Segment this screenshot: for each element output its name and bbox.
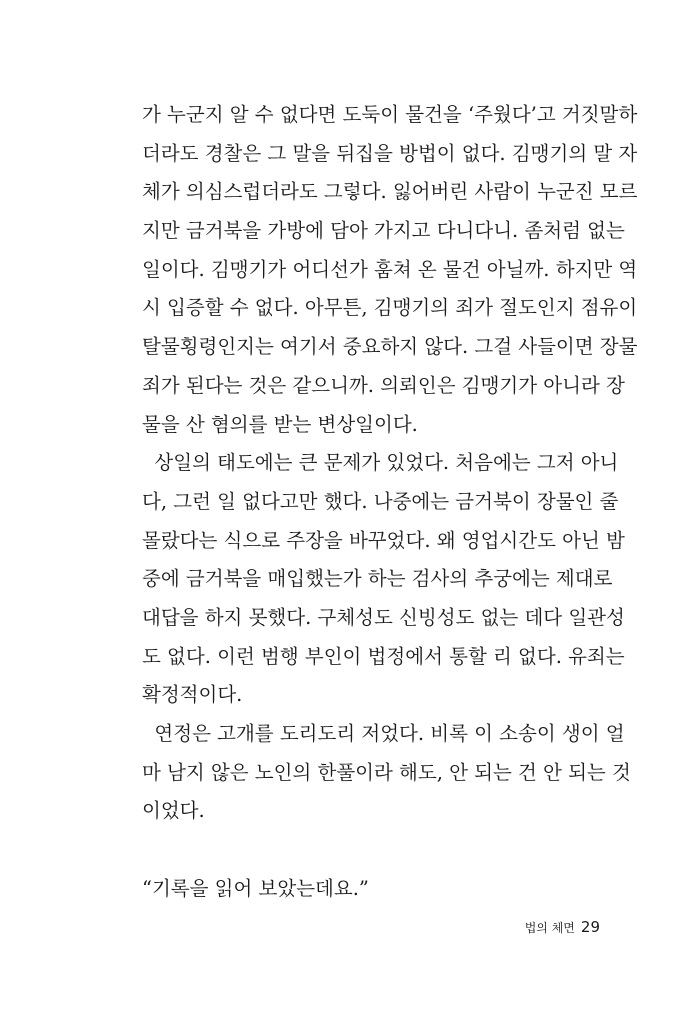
text-line: 죄가 된다는 것은 같으니까. 의뢰인은 김맹기가 아니라 장 xyxy=(142,373,625,397)
text-line: 체가 의심스럽더라도 그렇다. 잃어버린 사람이 누군진 모르 xyxy=(142,180,638,204)
text-line: 상일의 태도에는 큰 문제가 있었다. 처음에는 그저 아니 xyxy=(142,451,619,475)
text-line: 시 입증할 수 없다. 아무튼, 김맹기의 죄가 절도인지 점유이 xyxy=(142,296,638,320)
page-footer xyxy=(500,918,600,936)
text-line: 연정은 고개를 도리도리 저었다. 비록 이 소송이 생이 얼 xyxy=(142,722,625,745)
text-line: 도 없다. 이런 범행 부인이 법정에서 통할 리 없다. 유죄는 xyxy=(142,644,625,668)
text-line: 탈물횡령인지는 여기서 중요하지 않다. 그걸 사들이면 장물 xyxy=(142,335,638,359)
text-line: 일이다. 김맹기가 어디선가 훔쳐 온 물건 아닐까. 하지만 역 xyxy=(142,257,638,281)
page-number: 29 xyxy=(580,918,600,936)
dialogue-quote: “기록을 읽어 보았는데요.” xyxy=(142,877,369,901)
text-line: 이었다. xyxy=(142,799,205,823)
text-line: 지만 금거북을 가방에 담아 가지고 다니다니. 좀처럼 없는 xyxy=(142,219,625,243)
text-line: 물을 산 혐의를 받는 변상일이다. xyxy=(142,412,418,436)
text-line: 가 누군지 알 수 없다면 도둑이 물건을 ‘주웠다’고 거짓말하 xyxy=(142,103,638,126)
page-body xyxy=(142,96,638,909)
text-line: 몰랐다는 식으로 주장을 바꾸었다. 왜 영업시간도 아닌 밤 xyxy=(142,528,625,552)
text-line: 다, 그런 일 없다고만 했다. 나중에는 금거북이 장물인 줄 xyxy=(142,489,619,513)
text-line: 중에 금거북을 매입했는가 하는 검사의 추궁에는 제대로 xyxy=(142,567,613,591)
text-line: 대답을 하지 못했다. 구체성도 신빙성도 없는 데다 일관성 xyxy=(142,605,625,629)
text-line: 확정적이다. xyxy=(142,683,243,707)
text-line: 마 남지 않은 노인의 한풀이라 해도, 안 되는 건 안 되는 것 xyxy=(142,760,631,784)
paragraph-gap xyxy=(142,831,602,870)
running-title: 법의 체면 xyxy=(524,921,575,935)
text-line: 더라도 경찰은 그 말을 뒤집을 방법이 없다. 김맹기의 말 자 xyxy=(142,141,638,165)
